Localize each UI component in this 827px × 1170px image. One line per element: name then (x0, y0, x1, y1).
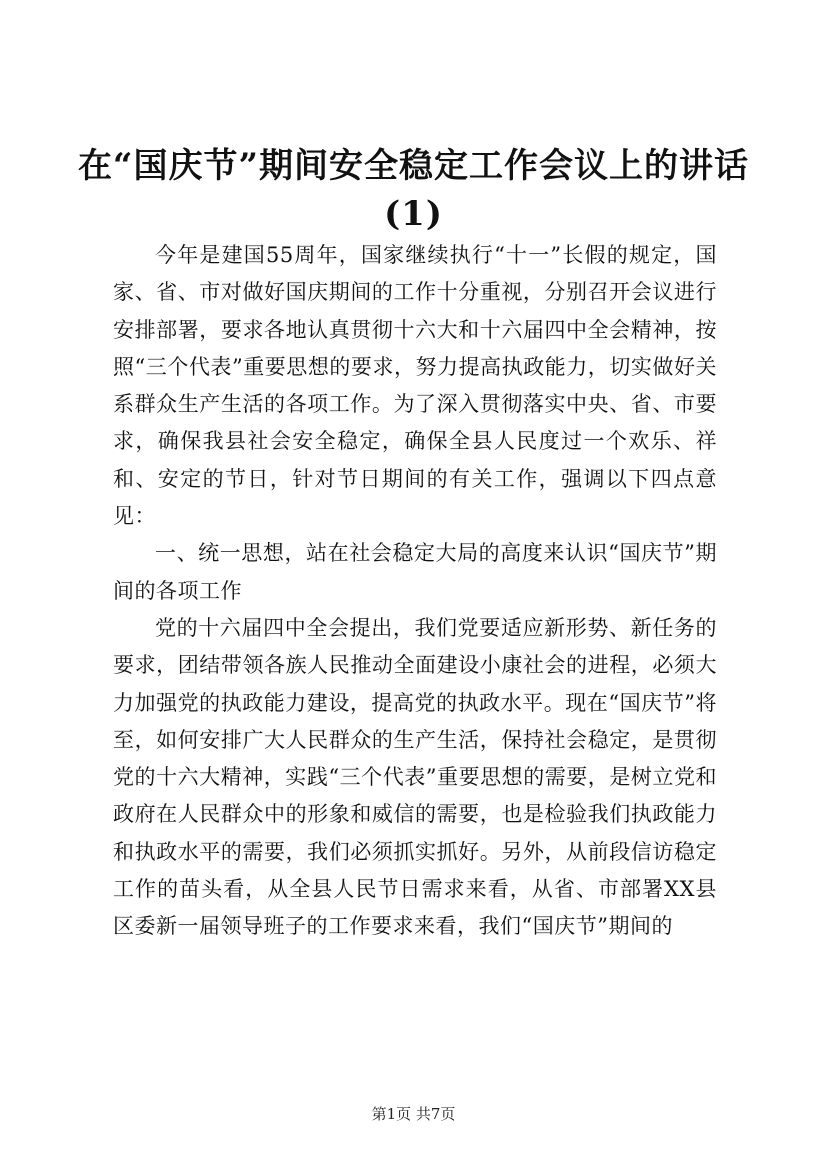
section-heading-1: 一、统一思想，站在社会稳定大局的高度来认识“国庆节”期间的各项工作 (113, 541, 717, 603)
paragraph-intro: 今年是建国55周年，国家继续执行“十一”长假的规定，国家、省、市对做好国庆期间的工作十分重视，分别召开会议进行安排部署，要求各地认真贯彻十六大和十六届四中全会精神，按照“三个代表”重要思想的要求，努力提高执政能力，切实做好关系群众生产生活的各项工作。为了深入贯彻落实中央、省、市要求，确保我县社会安全稳定，确保全县人民度过一个欢乐、祥和、安定的节日，针对节日期间的有关工作，强调以下四点意见： (113, 243, 717, 529)
page-number-footer: 第1页 共7页 (371, 1105, 456, 1123)
document-body (113, 237, 717, 946)
document-title: 在“国庆节”期间安全稳定工作会议上的讲话(1) (77, 146, 750, 234)
paragraph-section-1: 党的十六届四中全会提出，我们党要适应新形势、新任务的要求，团结带领各族人民推动全面建设小康社会的进程，必须大力加强党的执政能力建设，提高党的执政水平。现在“国庆节”将至，如何安排广大人民群众的生产生活，保持社会稳定，是贯彻党的十六大精神，实践“三个代表”重要思想的需要，是树立党和政府在人民群众中的形象和威信的需要，也是检验我们执政能力和执政水平的需要，我们必须抓实抓好。另外，从前段信访稳定工作的苗头看，从全县人民节日需求来看，从省、市部署XX县区委新一届领导班子的工作要求来看，我们“国庆节”期间的 (113, 615, 717, 939)
